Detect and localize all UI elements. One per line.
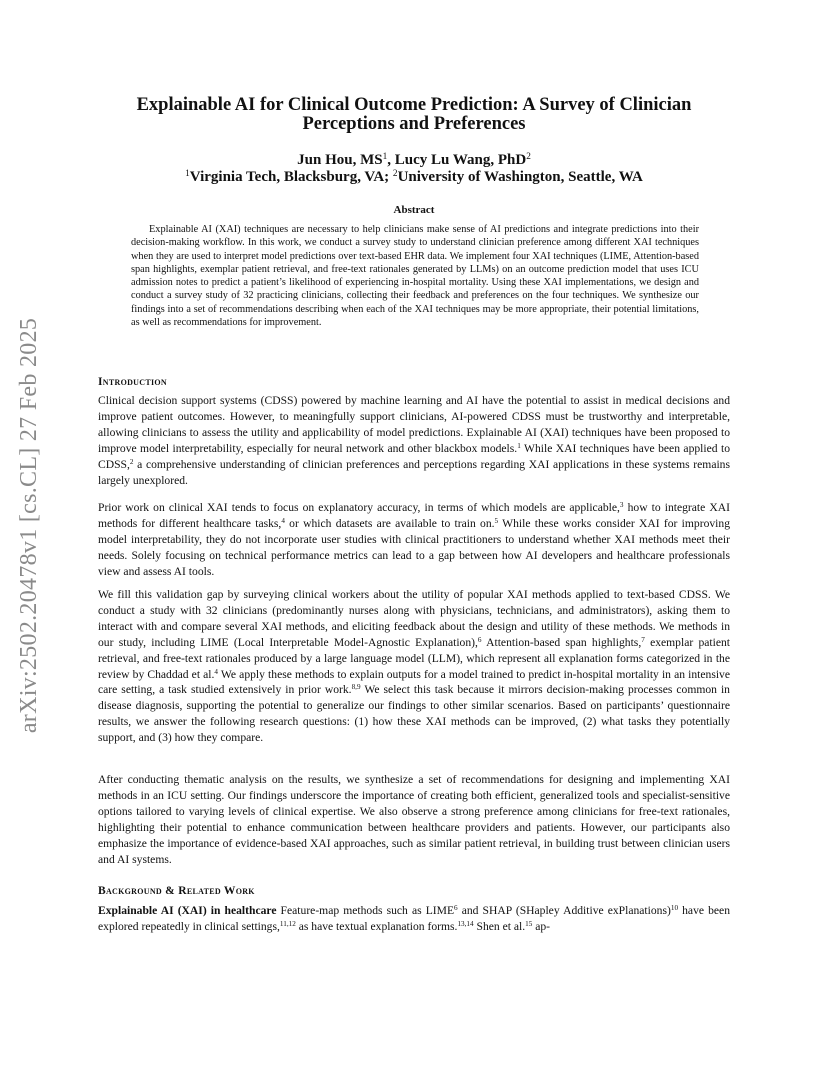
run-in-heading: Explainable AI (XAI) in healthcare — [98, 904, 277, 917]
text-run: how to integrate XAI methods for different healthcare tasks, — [98, 501, 730, 530]
citation-mark: 6 — [477, 635, 482, 644]
citation-mark: 10 — [670, 904, 679, 913]
paragraph: After conducting thematic analysis on the results, we synthesize a set of recommendations for designing and implementing XAI methods in an ICU setting. Our findings underscore the importance of creating both efficient, generalized tools and specialist-sensitive options tailored to varying levels of clinical expertise. We also observe a strong preference among clinicians for free-text rationales, highlighting their potential to enhance communication between healthcare providers and patients. However, our participants also emphasize the importance of evidence-based XAI approaches, such as similar patient retrieval, in building trust between clinician users and AI systems. — [98, 773, 730, 866]
abstract-heading: Abstract — [393, 204, 435, 216]
text-run: a comprehensive understanding of clinician preferences and perceptions regarding XAI applications in these systems remains largely unexplored. — [98, 457, 730, 487]
citation-mark: 3 — [619, 501, 624, 510]
affiliation-mark: 1 — [382, 151, 388, 162]
paragraph — [98, 903, 730, 935]
citation-mark: 4 — [214, 667, 219, 676]
affiliation-mark: 2 — [392, 168, 398, 179]
text-run: Prior work on clinical XAI tends to focus on explanatory accuracy, in terms of which models are applicable, — [98, 501, 620, 514]
citation-mark: 2 — [129, 457, 134, 466]
citation-mark: 6 — [454, 904, 458, 913]
paragraph — [98, 500, 730, 580]
citation-mark: 13,14 — [457, 919, 474, 928]
text-run: We apply these methods to explain outputs for a model trained to predict in-hospital mortality in an intensive care setting, a task studied extensively in prior work. — [98, 667, 730, 697]
author-name: Lucy Lu Wang, PhD — [394, 152, 527, 168]
text-run: as have textual explanation forms. — [295, 919, 458, 933]
affiliation-mark: 1 — [185, 168, 190, 179]
affiliation-line — [100, 168, 728, 186]
citation-mark: 8,9 — [351, 683, 361, 692]
text-run: exemplar patient retrieval, and free-text rationales produced by a large language model (LLM), which represent all explanation forms categorized in the review by Chaddad et al. — [98, 635, 731, 681]
affiliation: University of Washington, Seattle, WA — [397, 169, 643, 185]
section-heading-background: Background & Related Work — [98, 885, 255, 897]
citation-mark: 7 — [641, 635, 645, 644]
citation-mark: 11,12 — [279, 919, 296, 928]
text-run: While XAI techniques have been applied to CDSS, — [98, 441, 730, 471]
text-run: Shen et al. — [473, 919, 526, 933]
text-run: We fill this validation gap by surveying clinical workers about the utility of popular XAI methods applied to text-based CDSS. We conduct a study with 32 clinicians (predominantly nurses along with physicians, technicians, and administrators), asking them to interact with and compare several XAI methods, and eliciting feedback about the design and utility of these methods. We methods in our study, including LIME (Local Interpretable Model-Agnostic Explanation), — [98, 588, 730, 649]
paragraph — [98, 393, 730, 488]
text-run: We select this task because it mirrors decision-making processes common in disease diagnosis, supporting the potential to generalize our findings to other similar scenarios. Based on participants’ questionnaire results, we answer the following research questions: (1) how these XAI methods can be improved, (2) what tasks they potentially support, and (3) how they compare. — [98, 683, 730, 745]
citation-mark: 1 — [517, 441, 521, 450]
text-run: Attention-based span highlights, — [481, 635, 642, 649]
author-name: Jun Hou, MS — [297, 152, 383, 168]
affiliation-mark: 2 — [526, 151, 531, 162]
arxiv-sidebar — [13, 290, 47, 760]
paragraph — [98, 587, 730, 746]
section-heading-introduction: Introduction — [98, 376, 167, 388]
citation-mark: 5 — [494, 516, 499, 525]
text-run: Clinical decision support systems (CDSS) powered by machine learning and AI have the potential to assist in medical decisions and improve patient outcomes. However, to meaningfully support clinicians, AI-powered CDSS must be trustworthy and interpretable, allowing clinicians to assess the utility and applicability of model predictions. Explainable AI (XAI) techniques have been proposed to improve model interpretability, especially for neural network and other blackbox models. — [98, 394, 730, 455]
text-run: While these works consider XAI for improving model interpretability, they do not incorporate user studies with clinical practitioners to understand whether XAI methods meet their needs. Solely focusing on technical performance metrics can lead to a gap between how AI developers and healthcare professionals view and assess AI tools. — [98, 516, 730, 578]
citation-mark: 15 — [525, 919, 533, 928]
text-run: have been explored repeatedly in clinical settings, — [98, 904, 730, 933]
author-line — [100, 151, 728, 169]
text-run: or which datasets are available to train on. — [284, 516, 495, 530]
affiliation: Virginia Tech, Blacksburg, VA; — [189, 169, 393, 185]
text-run: Feature-map methods such as LIME — [276, 904, 455, 917]
text-run: ap- — [532, 919, 551, 933]
citation-mark: 4 — [281, 516, 285, 525]
text-run: and SHAP (SHapley Additive exPlanations) — [457, 904, 671, 917]
abstract-text: Explainable AI (XAI) techniques are necessary to help clinicians make sense of AI predictions and integrate predictions into their decision-making workflow. In this work, we conduct a survey study to understand clinician preference among different XAI techniques when they are used to interpret model predictions over text-based EHR data. We implement four XAI techniques (LIME, Attention-based span highlights, exemplar patient retrieval, and free-text rationales generated by LLMs) on an outcome prediction model that uses ICU admission notes to predict a patient’s likelihood of experiencing in-hospital mortality. Using these XAI implementations, we design and conduct a survey study of 32 practicing clinicians, collecting their feedback and preferences on the four techniques. We synthesize our findings into a set of recommendations describing when each of the XAI techniques may be more appropriate, their potential limitations, as well as recommendations for improvement. — [131, 224, 699, 329]
arxiv-identifier: arXiv:2502.20478v1 [cs.CL] 27 Feb 2025 — [16, 317, 43, 733]
author-separator: , — [387, 152, 395, 168]
paper-title: Explainable AI for Clinical Outcome Prediction: A Survey of Clinician Perceptions and Preferences — [136, 95, 692, 134]
